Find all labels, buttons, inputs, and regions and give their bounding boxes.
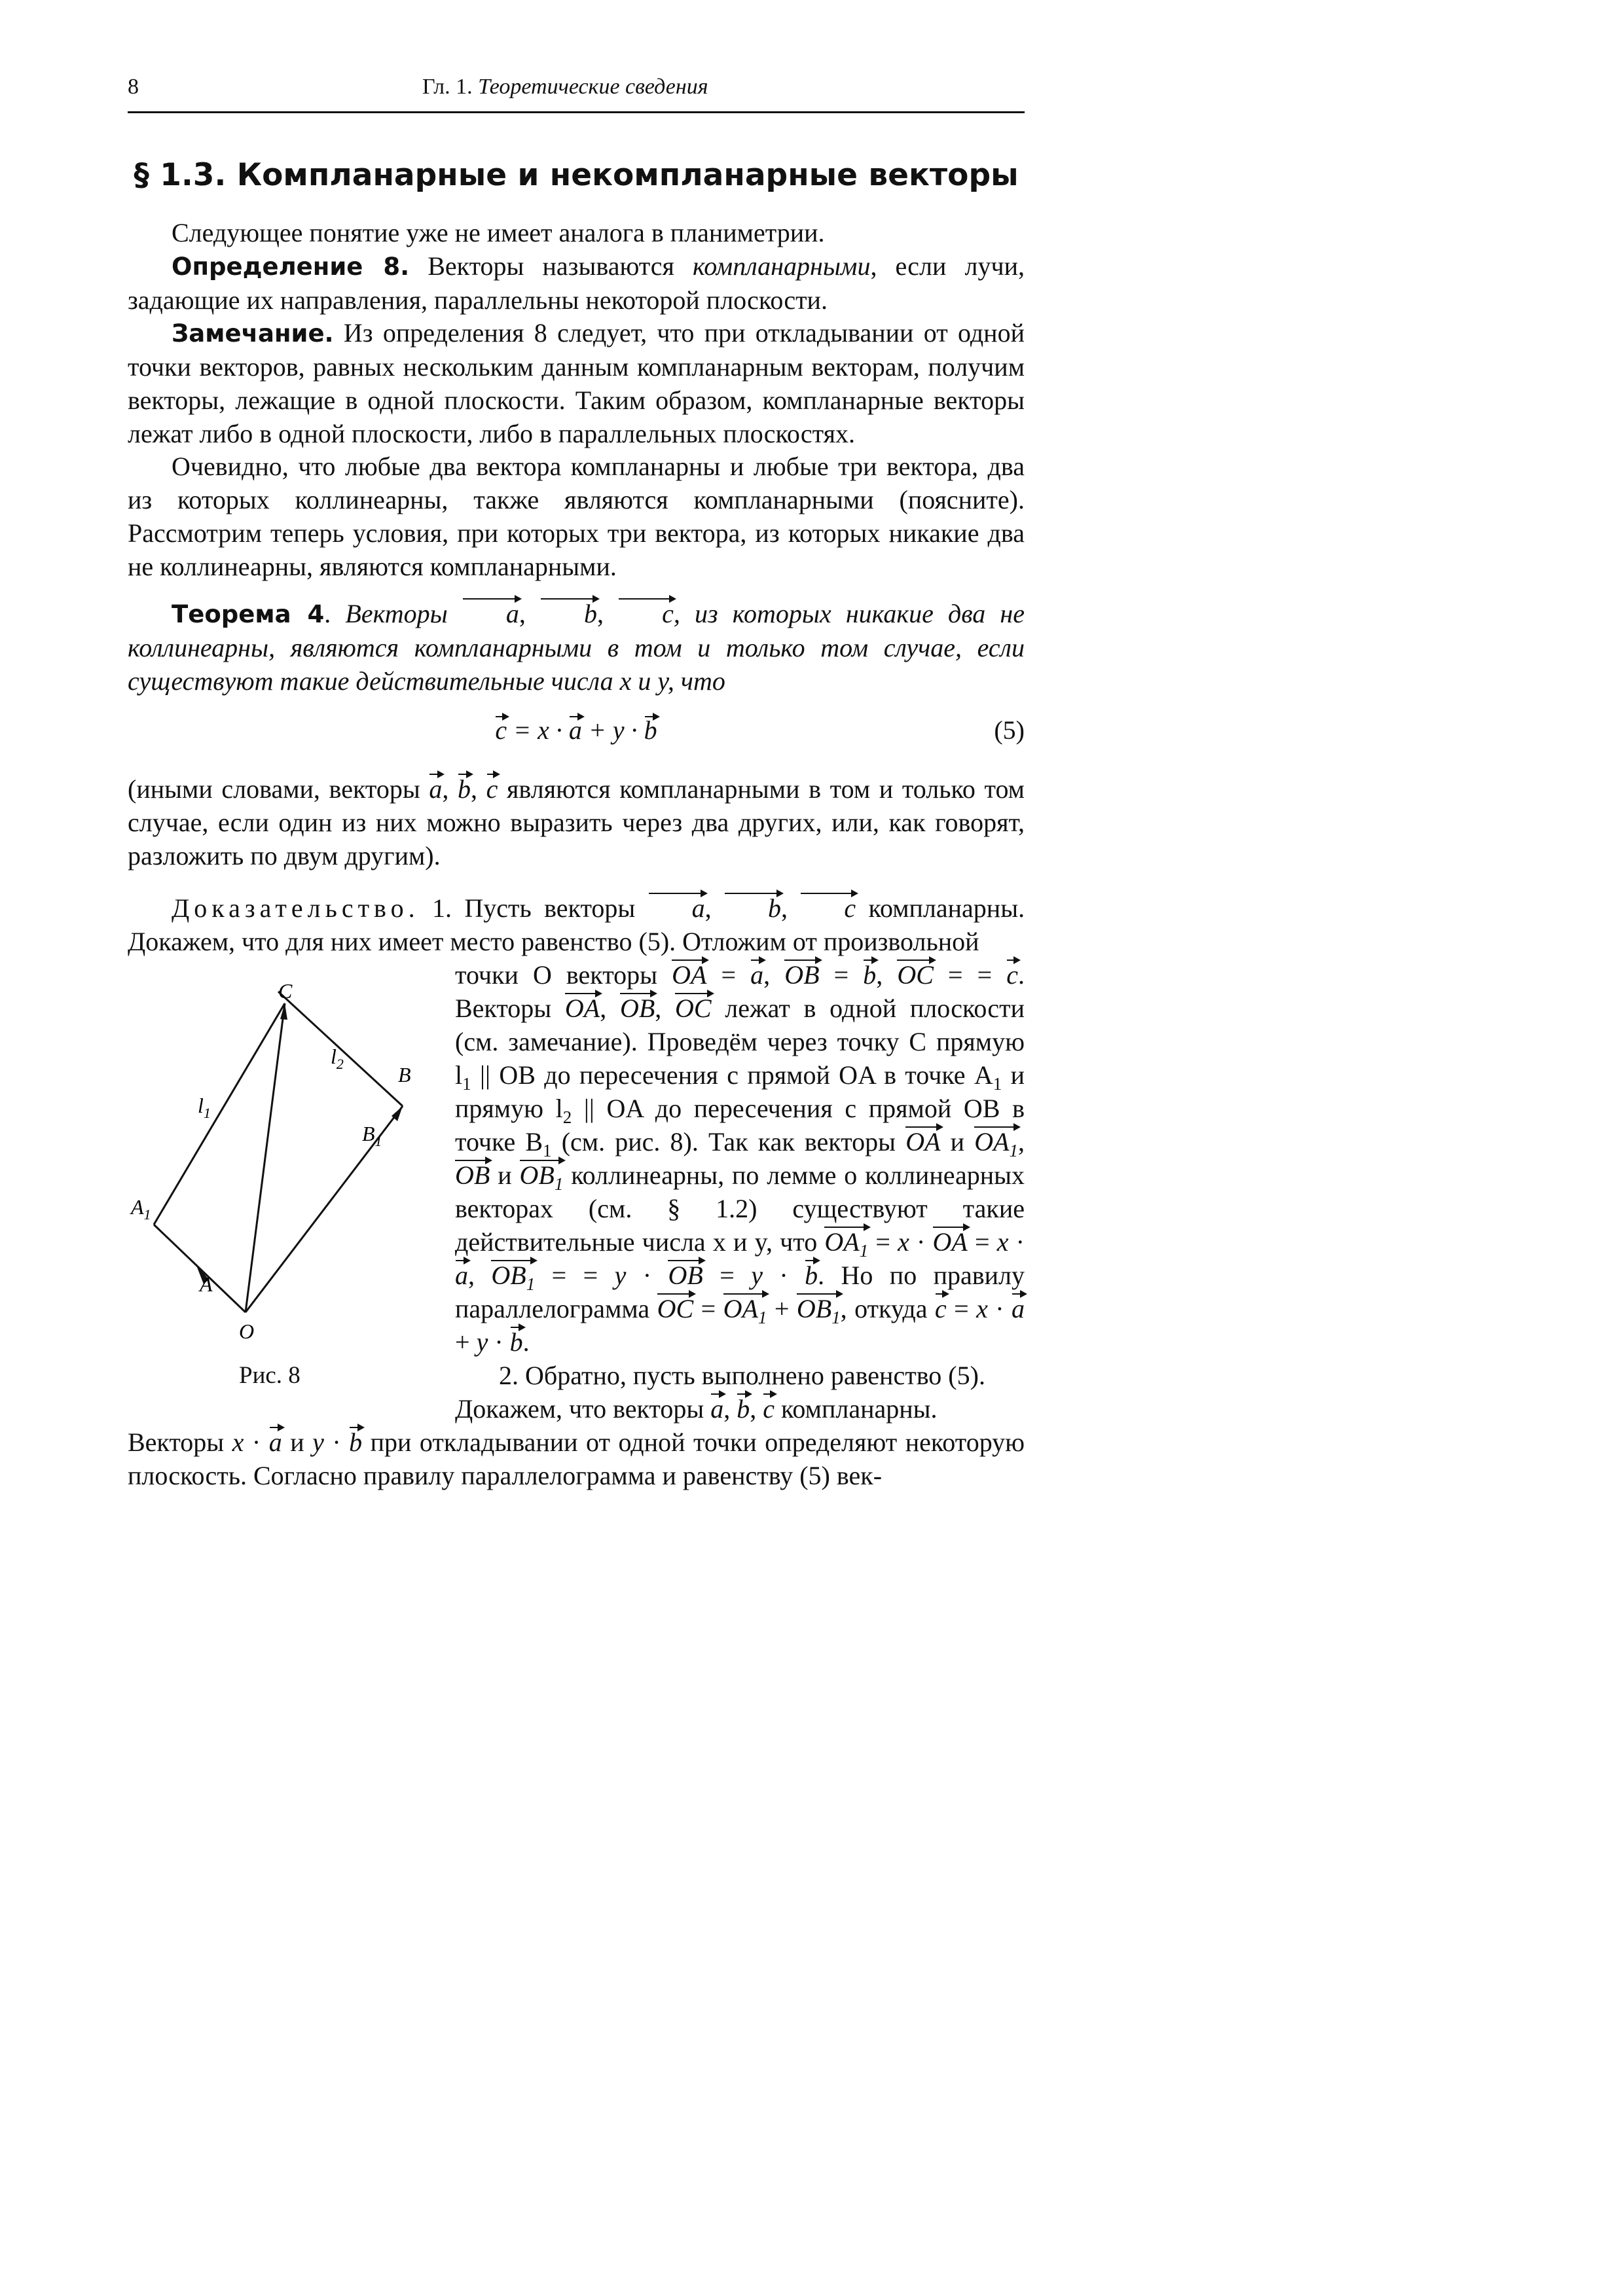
proof-part2-end: компланарны.	[781, 1394, 938, 1424]
figure-caption: Рис. 8	[239, 1362, 301, 1389]
chapter-prefix: Гл. 1.	[422, 75, 473, 99]
vector-a: a	[1012, 1292, 1025, 1325]
vector-oc-text: OC	[657, 1292, 694, 1325]
proof-f12: откуда	[854, 1294, 928, 1323]
vector-oa: OA	[565, 992, 600, 1025]
proof-text: 1. Пусть векторы	[432, 893, 636, 923]
proof-f4: || OB до пересечения с прямой OA в точке A	[479, 1060, 993, 1090]
proof-last-c: при откладывании от одной точки определяют некоторую плоскость. Согласно правилу параллелограмма и равенству (5) век-	[128, 1427, 1025, 1490]
chapter-heading	[422, 75, 708, 99]
vector-b: b	[737, 1392, 750, 1426]
proof-start: Доказательство. 1. Пусть векторы a, b, c компланарны. Докажем, что для них имеет место равенство (5). Отложим от произвольной	[128, 891, 1025, 958]
vector-c: c	[486, 772, 498, 806]
remark-text: Из определения 8 следует, что при откладывании от одной точки векторов, равных нескольким данным компланарным векторам, получим векторы, лежащие в одной плоскости. Таким образом, компланарные векторы лежат либо в одной плоскости, либо в параллельных плоскостях.	[128, 318, 1025, 448]
proof-f2: Векторы	[455, 994, 552, 1023]
label-a1: $A_1$	[131, 1195, 151, 1223]
vector-c: c	[935, 1292, 947, 1325]
vector-c: c	[800, 891, 856, 925]
vector-a: a	[462, 597, 519, 630]
label-b1: $B_1$	[362, 1122, 382, 1149]
proof-f8: Так как векторы	[708, 1127, 896, 1157]
vector-b: b	[458, 772, 471, 806]
vector-ob-text: OB	[620, 992, 655, 1025]
proof-f7: (см. рис. 8).	[561, 1127, 699, 1157]
vector-c: c	[618, 597, 674, 630]
vector-c: c	[495, 715, 507, 745]
theorem-text-end: , из которых никакие два не коллинеарны, являются компланарными в том и только том случае, если существуют такие действительные числа x и y, что	[128, 599, 1025, 696]
chapter-title: Теоретические сведения	[478, 75, 708, 99]
definition-term: компланарными	[693, 251, 871, 281]
vector-ob-text: OB	[668, 1259, 702, 1292]
proof-f10: коллинеарны, по лемме о коллинеарных векторах (см. § 1.2) существуют такие действительные числа x и y, что	[455, 1160, 1025, 1257]
formula-number: (5)	[994, 715, 1025, 745]
proof-f9b: и	[498, 1160, 512, 1190]
vector-oc-text: OC	[675, 992, 712, 1025]
theorem-text: Векторы	[345, 599, 448, 628]
formula-5	[128, 715, 1025, 751]
proof-float-text: точки O векторы OA = a, OB = b, OC = = c. Векторы OA, OB, OC лежат в одной плоскости (см. замечание). Проведём через точку C прямую $l_1$ || OB до пересечения с прямой OA в точке $A_1$ и прямую $l_2$ || OA до пересечения с прямой OB в точке $B_1$ (см. рис. 8). Так как векторы OA и $OA_1$, OB и $OB_1$ коллинеарны, по лемме о коллинеарных векторах (см. § 1.2) существуют такие действительные числа x и y, что $OA_1 = x$ · OA = x · a, $OB_1$ = = y · OB = y · b. Но по правилу параллелограмма OC = $OA_1 + OB_1$, откуда c = x · a + y · b.	[455, 958, 1025, 1359]
label-l2: $l_2$	[331, 1045, 344, 1072]
definition-8	[128, 249, 1025, 317]
vector-oa1: $OA_1$	[824, 1225, 868, 1259]
words-before: (иными словами, векторы	[128, 774, 420, 804]
proof-part2-text: Докажем, что векторы	[455, 1394, 704, 1424]
proof-text-2: компланарны. Докажем, что для них имеет место равенство (5). Отложим от произвольной	[128, 893, 1025, 956]
proof-f11: Но по правилу параллелограмма	[455, 1261, 1025, 1323]
vector-oc	[246, 1003, 285, 1312]
segment-oa1	[154, 1225, 246, 1312]
vector-b: b	[510, 1325, 523, 1359]
vector-c: c	[1006, 958, 1018, 992]
theorem-label: Теорема 4	[172, 600, 325, 628]
words-paragraph: (иными словами, векторы a, b, c являются компланарными в том и только том случае, если один из них можно выразить через два других, или, как говорят, разложить по двум другим).	[128, 772, 1025, 872]
label-c: C	[278, 979, 293, 1003]
vector-a: a	[710, 1392, 723, 1426]
proof-last-paragraph: Векторы x · a и y · b при откладывании от одной точки определяют некоторую плоскость. Согласно правилу параллелограмма и равенству (5) век-	[128, 1426, 1025, 1492]
figure-8	[128, 972, 455, 1404]
proof-f6: || OA до пересечения с прямой OB в точке B	[455, 1094, 1025, 1157]
definition-text-end: , если лучи, задающие их направления, параллельны некоторой плоскости.	[128, 251, 1025, 315]
label-b: B	[398, 1063, 411, 1086]
vector-b: b	[863, 958, 876, 992]
proof-f9: и	[950, 1127, 965, 1157]
vector-oa: OA	[905, 1125, 940, 1158]
vector-a: a	[750, 958, 763, 992]
vector-a: a	[429, 772, 442, 806]
vector-ob-text: OB	[784, 958, 819, 992]
formula-body	[128, 715, 1025, 745]
label-o: O	[239, 1319, 255, 1343]
words-after: являются компланарными в том и только том случае, если один из них можно выразить через два других, или, как говорят, разложить по двум другим).	[128, 774, 1025, 870]
parallelogram-diagram	[128, 972, 455, 1404]
running-head	[128, 72, 1025, 113]
definition-text: Векторы называются	[428, 251, 674, 281]
vector-a: a	[455, 1259, 468, 1292]
intro-paragraph: Следующее понятие уже не имеет аналога в планиметрии.	[172, 218, 825, 247]
vector-a: a	[269, 1426, 282, 1459]
vector-b: b	[349, 1426, 362, 1459]
label-l1: $l_1$	[198, 1094, 211, 1121]
proof-label: Доказательство.	[172, 893, 420, 923]
vector-oa: OA	[933, 1225, 968, 1259]
line-l1	[154, 1003, 285, 1225]
proof-part2-b: Докажем, что векторы a, b, c компланарны.	[455, 1392, 1025, 1426]
proof-f3: лежат в одной плоскости (см. замечание). Проведём через точку C прямую l	[455, 994, 1025, 1090]
vector-b: b	[540, 597, 597, 630]
proof-last-b: и	[290, 1427, 304, 1457]
vector-oa1: $OA_1$	[974, 1125, 1018, 1158]
vector-oa1: $OA_1$	[723, 1292, 767, 1325]
theorem-dot: .	[324, 599, 331, 628]
vector-a: a	[648, 891, 705, 925]
vector-c: c	[763, 1392, 775, 1426]
theorem-4: Теорема 4. Векторы a, b, c, из которых никакие два не коллинеарны, являются компланарными в том и только том случае, если существуют такие действительные числа x и y, что	[128, 597, 1025, 698]
vector-ob1: $OB_1$	[797, 1292, 841, 1325]
definition-label: Определение 8.	[172, 253, 410, 281]
vector-ob1: $OB_1$	[491, 1259, 535, 1292]
formula-eq: = x ·	[513, 715, 562, 745]
formula-plus: + y ·	[588, 715, 638, 745]
line-l2	[278, 992, 403, 1106]
vector-oa: OA	[672, 958, 706, 992]
proof-part2	[455, 1359, 1025, 1392]
vector-oc-text: OC	[897, 958, 934, 992]
remark	[128, 316, 1025, 450]
section-title: § 1.3. Компланарные и некомпланарные векторы	[134, 157, 1019, 193]
label-a: A	[200, 1272, 213, 1296]
proof-f5: и прямую l	[455, 1060, 1025, 1123]
page-number: 8	[128, 75, 139, 99]
vector-ob1: $OB_1$	[520, 1158, 564, 1192]
obvious-paragraph: Очевидно, что любые два вектора компланарны и любые три вектора, два из которых коллинеарны, также являются компланарными (поясните). Рассмотрим теперь условия, при которых три вектора, из которых никакие два не коллинеарны, являются компланарными.	[128, 452, 1025, 581]
vector-ob-text: OB	[455, 1158, 490, 1192]
proof-last-a: Векторы	[128, 1427, 225, 1457]
proof-f1: точки O векторы	[455, 960, 658, 990]
proof-part2-a: 2. Обратно, пусть выполнено равенство (5).	[499, 1361, 985, 1390]
vector-b: b	[805, 1259, 818, 1292]
vector-b: b	[724, 891, 781, 925]
vector-b: b	[644, 715, 657, 745]
remark-label: Замечание.	[172, 319, 334, 348]
vector-a: a	[568, 715, 582, 745]
